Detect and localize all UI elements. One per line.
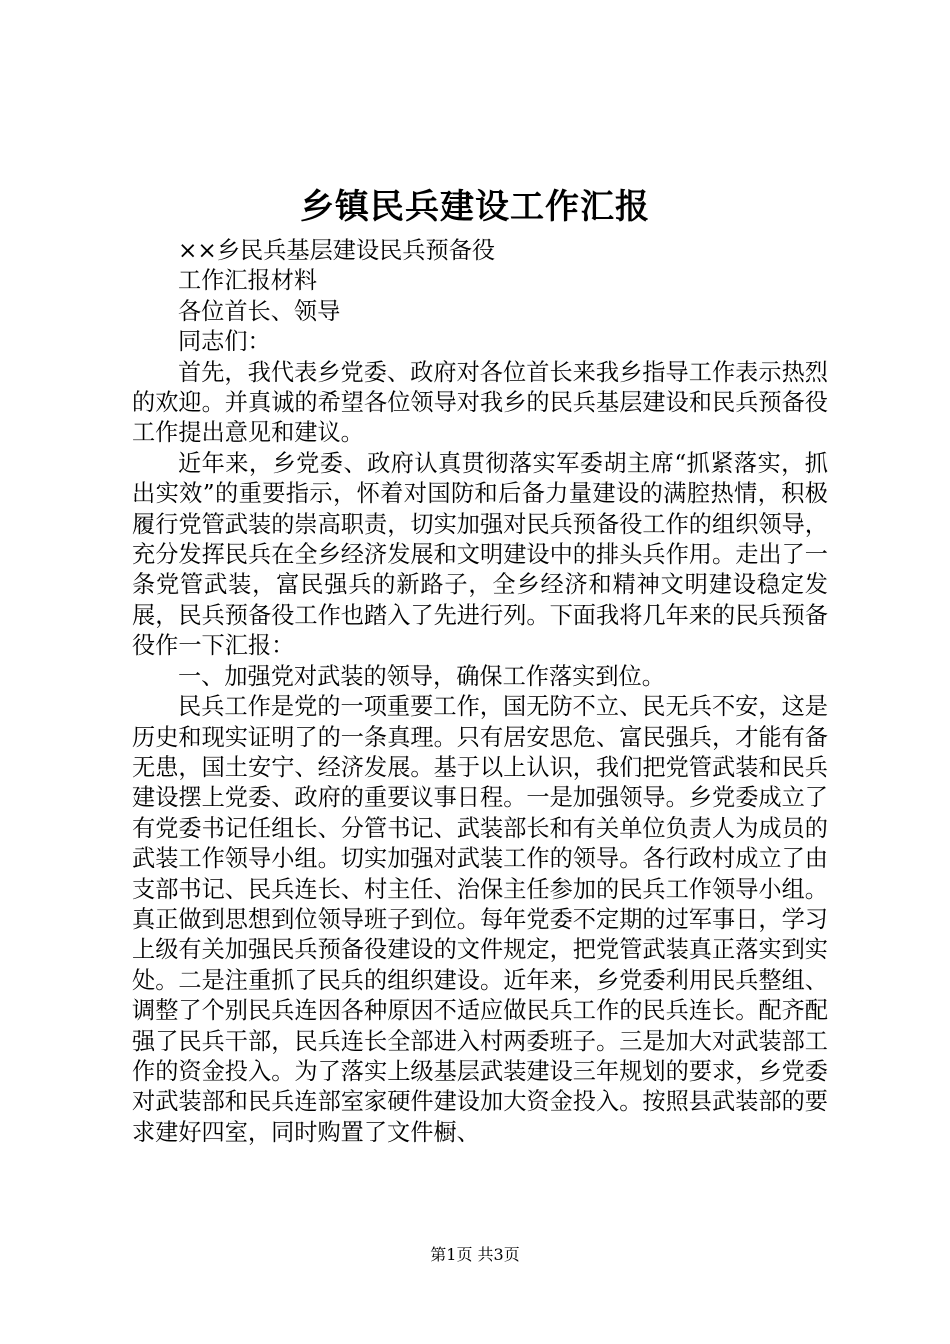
paragraph-welcome: 首先，我代表乡党委、政府对各位首长来我乡指导工作表示热烈的欢迎。并真诚的希望各位领导对我乡的民兵基层建设和民兵预备役工作提出意见和建议。: [132, 358, 828, 447]
document-title: 乡镇民兵建设工作汇报: [300, 187, 650, 227]
paragraph-overview: 近年来，乡党委、政府认真贯彻落实军委胡主席“抓紧落实，抓出实效”的重要指示，怀着对国防和后备力量建设的满腔热情，积极履行党管武装的崇高职责，切实加强对民兵预备役工作的组织领导，充分发挥民兵在全乡经济发展和文明建设中的排头兵作用。走出了一条党管武装，富民强兵的新路子，全乡经济和精神文明建设稳定发展，民兵预备役工作也踏入了先进行列。下面我将几年来的民兵预备役作一下汇报：: [132, 449, 828, 660]
paragraph-heading-line-1: ××乡民兵基层建设民兵预备役: [178, 237, 496, 264]
section-heading-1: 一、加强党对武装的领导，确保工作落实到位。: [178, 662, 665, 690]
paragraph-salutation-leaders: 各位首长、领导: [178, 297, 341, 325]
paragraph-heading-line-2: 工作汇报材料: [178, 267, 318, 295]
document-body: [132, 236, 828, 1148]
page-footer: 第1页 共3页: [430, 1245, 520, 1264]
paragraph-section-1-body: 民兵工作是党的一项重要工作，国无防不立、民无兵不安，这是历史和现实证明了的一条真理。只有居安思危、富民强兵，才能有备无患，国土安宁、经济发展。基于以上认识，我们把党管武装和民兵建设摆上党委、政府的重要议事日程。一是加强领导。乡党委成立了有党委书记任组长、分管书记、武装部长和有关单位负责人为成员的武装工作领导小组。切实加强对武装工作的领导。各行政村成立了由支部书记、民兵连长、村主任、治保主任参加的民兵工作领导小组。真正做到思想到位领导班子到位。每年党委不定期的过军事日，学习上级有关加强民兵预备役建设的文件规定，把党管武装真正落实到实处。二是注重抓了民兵的组织建设。近年来，乡党委利用民兵整组、调整了个别民兵连因各种原因不适应做民兵工作的民兵连长。配齐配强了民兵干部，民兵连长全部进入村两委班子。三是加大对武装部工作的资金投入。为了落实上级基层武装建设三年规划的要求，乡党委对武装部和民兵连部室家硬件建设加大资金投入。按照县武装部的要求建好四室，同时购置了文件橱、: [132, 693, 828, 1146]
paragraph-salutation-comrades: 同志们：: [178, 328, 271, 356]
